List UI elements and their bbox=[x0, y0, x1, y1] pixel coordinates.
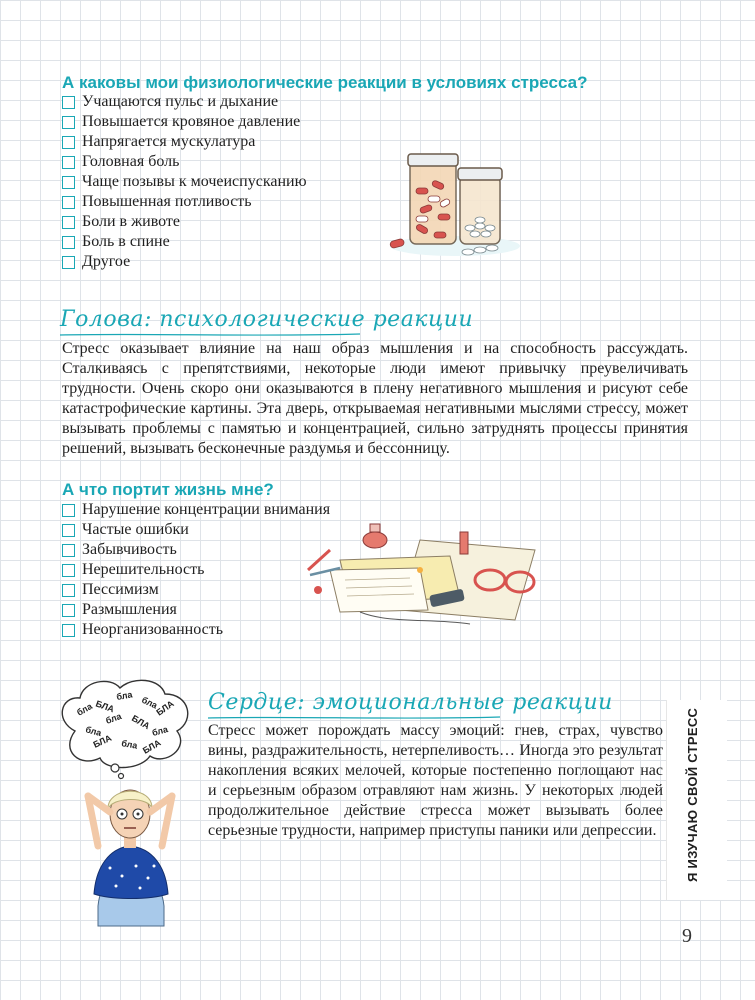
side-tab-label: Я ИЗУЧАЮ СВОЙ СТРЕСС bbox=[685, 707, 700, 882]
checklist-item-label: Чаще позывы к мочеиспусканию bbox=[82, 173, 307, 190]
checklist-item bbox=[62, 252, 307, 272]
checklist-item bbox=[62, 92, 307, 112]
checklist-item bbox=[62, 132, 307, 152]
page-number: 9 bbox=[682, 925, 692, 947]
heart-section-text: Стресс может порождать массу эмоций: гнев, страх, чувство вины, раздражительность, нетерпеливость… Иногда это результат накопления всяких мелочей, которые постепенно поглощают нас и серьезным образом отравляют нам жизнь. У некоторых людей продолжительное действие стресса может вызывать более серьезные трудности, например приступы паники или депрессии. bbox=[208, 722, 663, 839]
bubble-word: бла bbox=[140, 694, 159, 711]
checklist-item bbox=[62, 620, 330, 640]
checkbox[interactable] bbox=[62, 564, 75, 577]
checkbox[interactable] bbox=[62, 116, 75, 129]
checklist-item bbox=[62, 500, 330, 520]
checkbox[interactable] bbox=[62, 216, 75, 229]
bubble-word: бла bbox=[120, 738, 139, 751]
checkbox[interactable] bbox=[62, 136, 75, 149]
bubble-word: бла bbox=[150, 724, 170, 738]
checklist-item-label: Размышления bbox=[82, 601, 177, 618]
bubble-word: БЛА bbox=[154, 698, 176, 718]
checkbox[interactable] bbox=[62, 524, 75, 537]
checklist-item bbox=[62, 580, 330, 600]
checklist-item-label: Частые ошибки bbox=[82, 521, 189, 538]
heart-section-title: Сердце: эмоциональные реакции bbox=[208, 690, 613, 715]
bla-bla-thought-bubble bbox=[55, 676, 195, 776]
checklist-item bbox=[62, 520, 330, 540]
checkbox[interactable] bbox=[62, 196, 75, 209]
heart-title-underline bbox=[208, 716, 500, 720]
bubble-word: бла bbox=[84, 724, 103, 739]
head-section-text: Стресс оказывает влияние на наш образ мышления и на способность рассуждать. Сталкиваясь с препятствиями, некоторые люди имеют привычку преувеличивать трудности. Очень скоро они оказываются в плену негативного мышления и рисуют себе катастрофические картины. Эта дверь, открываемая негативными мыслями стрессу, может вызывать проблемы с памятью и концентрацией, сильно затруднять процессы принятия решений, вызывать бесконечные раздумья и бессонницу. bbox=[62, 340, 688, 457]
life-checklist bbox=[62, 500, 330, 640]
checklist-item-label: Головная боль bbox=[82, 153, 180, 170]
checkbox[interactable] bbox=[62, 256, 75, 269]
bubble-word: бла bbox=[115, 689, 134, 702]
checklist-item-label: Пессимизм bbox=[82, 581, 159, 598]
checklist-item bbox=[62, 600, 330, 620]
checklist-item bbox=[62, 540, 330, 560]
checklist-item bbox=[62, 172, 307, 192]
checklist-item-label: Повышенная потливость bbox=[82, 193, 252, 210]
checklist-item bbox=[62, 212, 307, 232]
checklist-item-label: Нарушение концентрации внимания bbox=[82, 501, 331, 518]
checklist-item-label: Нерешительность bbox=[82, 561, 205, 578]
bubble-word: БЛА bbox=[130, 713, 152, 732]
checkbox[interactable] bbox=[62, 504, 75, 517]
checklist-item-label: Учащаются пульс и дыхание bbox=[82, 93, 279, 110]
head-title-underline bbox=[60, 333, 360, 337]
physio-question-title: А каковы мои физиологические реакции в условиях стресса? bbox=[62, 73, 588, 92]
stressed-woman-illustration bbox=[70, 776, 190, 926]
bubble-word: бла bbox=[104, 710, 123, 726]
physio-checklist bbox=[62, 92, 307, 272]
checkbox[interactable] bbox=[62, 584, 75, 597]
head-section-title: Голова: психологические реакции bbox=[60, 307, 474, 332]
pill-bottles-illustration bbox=[380, 148, 520, 268]
checklist-item-label: Неорганизованность bbox=[82, 621, 224, 638]
checklist-item bbox=[62, 112, 307, 132]
bubble-word: БЛА bbox=[94, 698, 116, 715]
desk-mess-illustration bbox=[300, 520, 545, 630]
checkbox[interactable] bbox=[62, 544, 75, 557]
bubble-word: БЛА bbox=[91, 732, 114, 750]
checklist-item bbox=[62, 192, 307, 212]
checklist-item bbox=[62, 232, 307, 252]
life-question-title: А что портит жизнь мне? bbox=[62, 480, 274, 499]
checklist-item-label: Боли в животе bbox=[82, 213, 181, 230]
checklist-item-label: Боль в спине bbox=[82, 233, 170, 250]
checklist-item-label: Забывчивость bbox=[82, 541, 177, 558]
checkbox[interactable] bbox=[62, 156, 75, 169]
checkbox[interactable] bbox=[62, 236, 75, 249]
bubble-word: БЛА bbox=[141, 737, 163, 756]
checklist-item bbox=[62, 560, 330, 580]
checklist-item-label: Другое bbox=[82, 253, 131, 270]
checklist-item-label: Повышается кровяное давление bbox=[82, 113, 301, 130]
checkbox[interactable] bbox=[62, 176, 75, 189]
checkbox[interactable] bbox=[62, 604, 75, 617]
checkbox[interactable] bbox=[62, 624, 75, 637]
checkbox[interactable] bbox=[62, 96, 75, 109]
checklist-item bbox=[62, 152, 307, 172]
checklist-item-label: Напрягается мускулатура bbox=[82, 133, 256, 150]
bubble-word: бла bbox=[75, 701, 94, 718]
